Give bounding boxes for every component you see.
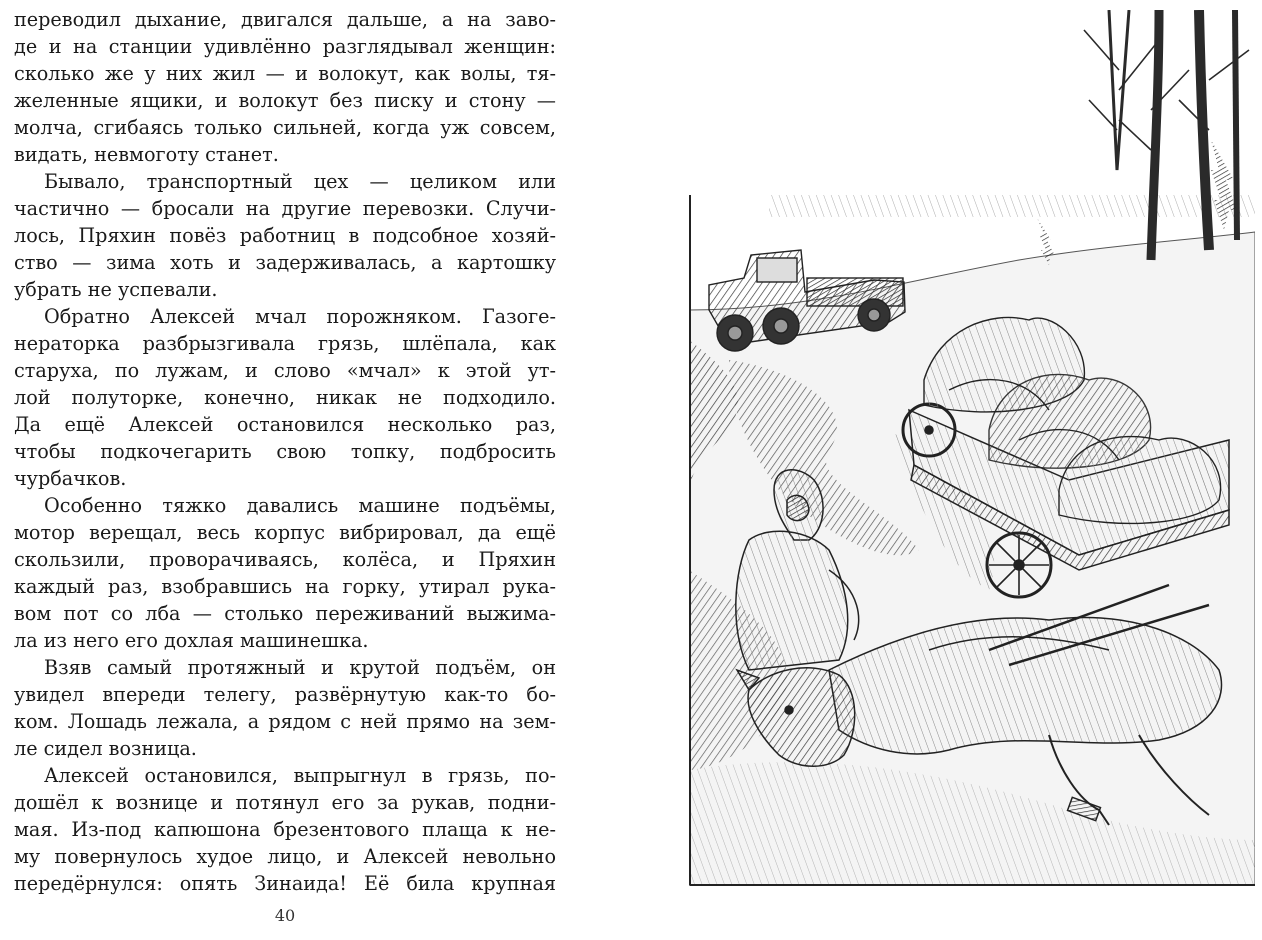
text-line: чтобы подкочегарить свою топку, подбросить (14, 440, 556, 463)
text-line: лось, Пряхин повёз работниц в подсобное хозяй- (14, 224, 556, 247)
text-line: переводил дыхание, двигался дальше, а на заво- (14, 8, 556, 31)
text-line: частично — бросали на другие перевозки. Случи- (14, 197, 556, 220)
text-line: желенные ящики, и волокут без писку и стону — (14, 89, 556, 112)
text-line: сколько же у них жил — и волокут, как волы, тя- (14, 62, 556, 85)
text-line: ком. Лошадь лежала, а рядом с ней прямо на зем- (14, 710, 556, 733)
text-line: Взяв самый протяжный и крутой подъём, он (44, 656, 556, 679)
text-line: чурбачков. (14, 467, 127, 490)
text-line: Бывало, транспортный цех — целиком или (44, 170, 556, 193)
text-line: старуха, по лужам, и слово «мчал» к этой ут- (14, 359, 556, 382)
text-line: видать, невмоготу станет. (14, 143, 279, 166)
text-line: Обратно Алексей мчал порожняком. Газоге- (44, 305, 556, 328)
text-line: убрать не успевали. (14, 278, 218, 301)
text-line: му повернулось худое лицо, и Алексей невольно (14, 845, 556, 868)
text-line: лой полуторке, конечно, никак не подходило. (14, 386, 556, 409)
page-number: 40 (274, 906, 296, 925)
text-line: каждый раз, взобравшись на горку, утирал рука- (14, 575, 556, 598)
text-line: ство — зима хоть и задерживалась, а картошку (14, 251, 556, 274)
text-line: увидел впереди телегу, развёрнутую как-то бо- (14, 683, 556, 706)
distant-horizon (769, 195, 1255, 217)
body-text (14, 6, 556, 897)
text-line: Алексей остановился, выпрыгнул в грязь, по- (44, 764, 556, 787)
text-line: Особенно тяжко давались машине подъёмы, (44, 494, 556, 517)
text-line: вом пот со лба — столько переживаний выжима- (14, 602, 556, 625)
text-line: ле сидел возница. (14, 737, 197, 760)
text-line: нераторка разбрызгивала грязь, шлёпала, как (14, 332, 556, 355)
text-line: передёрнулся: опять Зинаида! Её била крупная (14, 872, 556, 895)
text-line: мотор верещал, весь корпус вибрировал, да ещё (14, 521, 556, 544)
text-line: молча, сгибаясь только сильней, когда уж совсем, (14, 116, 556, 139)
illustration (689, 10, 1255, 886)
text-line: де и на станции удивлённо разглядывал женщин: (14, 35, 556, 58)
text-line: дошёл к вознице и потянул его за рукав, подни- (14, 791, 556, 814)
text-line: скользили, проворачиваясь, колёса, и Пряхин (14, 548, 556, 571)
text-line: мая. Из-под капюшона брезентового плаща к не- (14, 818, 556, 841)
text-line: ла из него его дохлая машинешка. (14, 629, 369, 652)
text-line: Да ещё Алексей остановился несколько раз, (14, 413, 556, 436)
